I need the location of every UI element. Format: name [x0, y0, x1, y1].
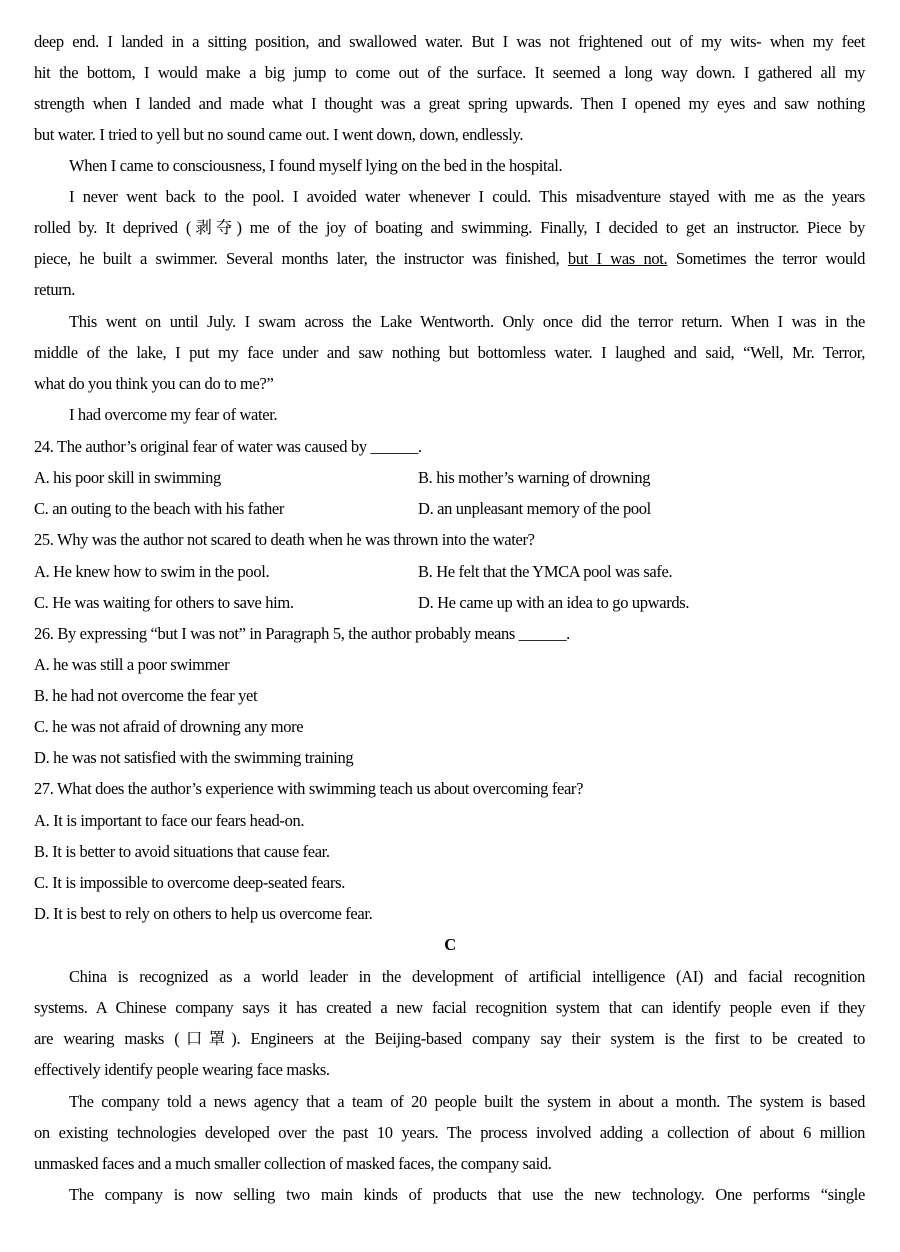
paragraph-line: deep end. I landed in a sitting position, and swallowed water. But I was not frightened out of my wits- when my feet — [34, 32, 865, 51]
paragraph-line: unmasked faces and a much smaller collection of masked faces, the company said. — [34, 1154, 552, 1173]
text-span: Sometimes the terror would — [667, 249, 865, 268]
option-25-c: C. He was waiting for others to save him. — [34, 593, 294, 612]
option-24-d: D. an unpleasant memory of the pool — [418, 499, 651, 518]
option-26-a: A. he was still a poor swimmer — [34, 655, 230, 674]
underlined-phrase: but I was not. — [567, 249, 668, 268]
paragraph-line: are wearing masks (口罩). Engineers at the Beijing-based company say their system is the first to be created to — [34, 1029, 865, 1048]
option-27-d: D. It is best to rely on others to help us overcome fear. — [34, 904, 373, 923]
text-span: piece, he built a swimmer. Several months later, the instructor was finished, — [34, 249, 568, 268]
option-25-b: B. He felt that the YMCA pool was safe. — [418, 562, 673, 581]
question-stem-25: 25. Why was the author not scared to death when he was thrown into the water? — [34, 530, 535, 549]
option-26-c: C. he was not afraid of drowning any more — [34, 717, 304, 736]
paragraph-line: what do you think you can do to me?” — [34, 374, 274, 393]
option-24-a: A. his poor skill in swimming — [34, 468, 221, 487]
option-27-a: A. It is important to face our fears head-on. — [34, 811, 305, 830]
paragraph-line: The company told a news agency that a team of 20 people built the system in about a month. The system is based — [69, 1092, 865, 1111]
paragraph-line: but water. I tried to yell but no sound came out. I went down, down, endlessly. — [34, 125, 524, 144]
option-27-c: C. It is impossible to overcome deep-seated fears. — [34, 873, 346, 892]
option-25-a: A. He knew how to swim in the pool. — [34, 562, 270, 581]
option-27-b: B. It is better to avoid situations that cause fear. — [34, 842, 330, 861]
paragraph-line: I had overcome my fear of water. — [69, 405, 278, 424]
paragraph-line: rolled by. It deprived (剥夺) me of the joy of boating and swimming. Finally, I decided to get an instructor. Piece by — [34, 218, 865, 237]
paragraph-line: The company is now selling two main kinds of products that use the new technology. One performs “single — [69, 1185, 865, 1204]
paragraph-line: I never went back to the pool. I avoided water whenever I could. This misadventure stayed with me as the years — [69, 187, 865, 206]
paragraph-line: on existing technologies developed over the past 10 years. The process involved adding a collection of about 6 million — [34, 1123, 865, 1142]
paragraph-line: middle of the lake, I put my face under and saw nothing but bottomless water. I laughed and said, “Well, Mr. Terror, — [34, 343, 865, 362]
option-26-b: B. he had not overcome the fear yet — [34, 686, 258, 705]
question-stem-27: 27. What does the author’s experience with swimming teach us about overcoming fear? — [34, 779, 584, 798]
option-25-d: D. He came up with an idea to go upwards. — [418, 593, 690, 612]
option-26-d: D. he was not satisfied with the swimming training — [34, 748, 354, 767]
paragraph-line: When I came to consciousness, I found myself lying on the bed in the hospital. — [69, 156, 563, 175]
paragraph-line: return. — [34, 280, 76, 299]
paragraph-line: strength when I landed and made what I thought was a great spring upwards. Then I opened my eyes and saw nothing — [34, 94, 865, 113]
question-stem-24: 24. The author’s original fear of water was caused by ______. — [34, 437, 422, 456]
paragraph-line — [34, 249, 865, 269]
paragraph-line: effectively identify people wearing face masks. — [34, 1060, 330, 1079]
question-stem-26: 26. By expressing “but I was not” in Paragraph 5, the author probably means ______. — [34, 624, 570, 643]
paragraph-line: China is recognized as a world leader in the development of artificial intelligence (AI) and facial recognition — [69, 967, 865, 986]
option-24-b: B. his mother’s warning of drowning — [418, 468, 651, 487]
option-24-c: C. an outing to the beach with his father — [34, 499, 285, 518]
paragraph-line: systems. A Chinese company says it has created a new facial recognition system that can identify people even if they — [34, 998, 865, 1017]
paragraph-line: hit the bottom, I would make a big jump to come out of the surface. It seemed a long way down. I gathered all my — [34, 63, 865, 82]
section-heading: C — [444, 935, 456, 954]
paragraph-line: This went on until July. I swam across the Lake Wentworth. Only once did the terror return. When I was in the — [69, 312, 865, 331]
